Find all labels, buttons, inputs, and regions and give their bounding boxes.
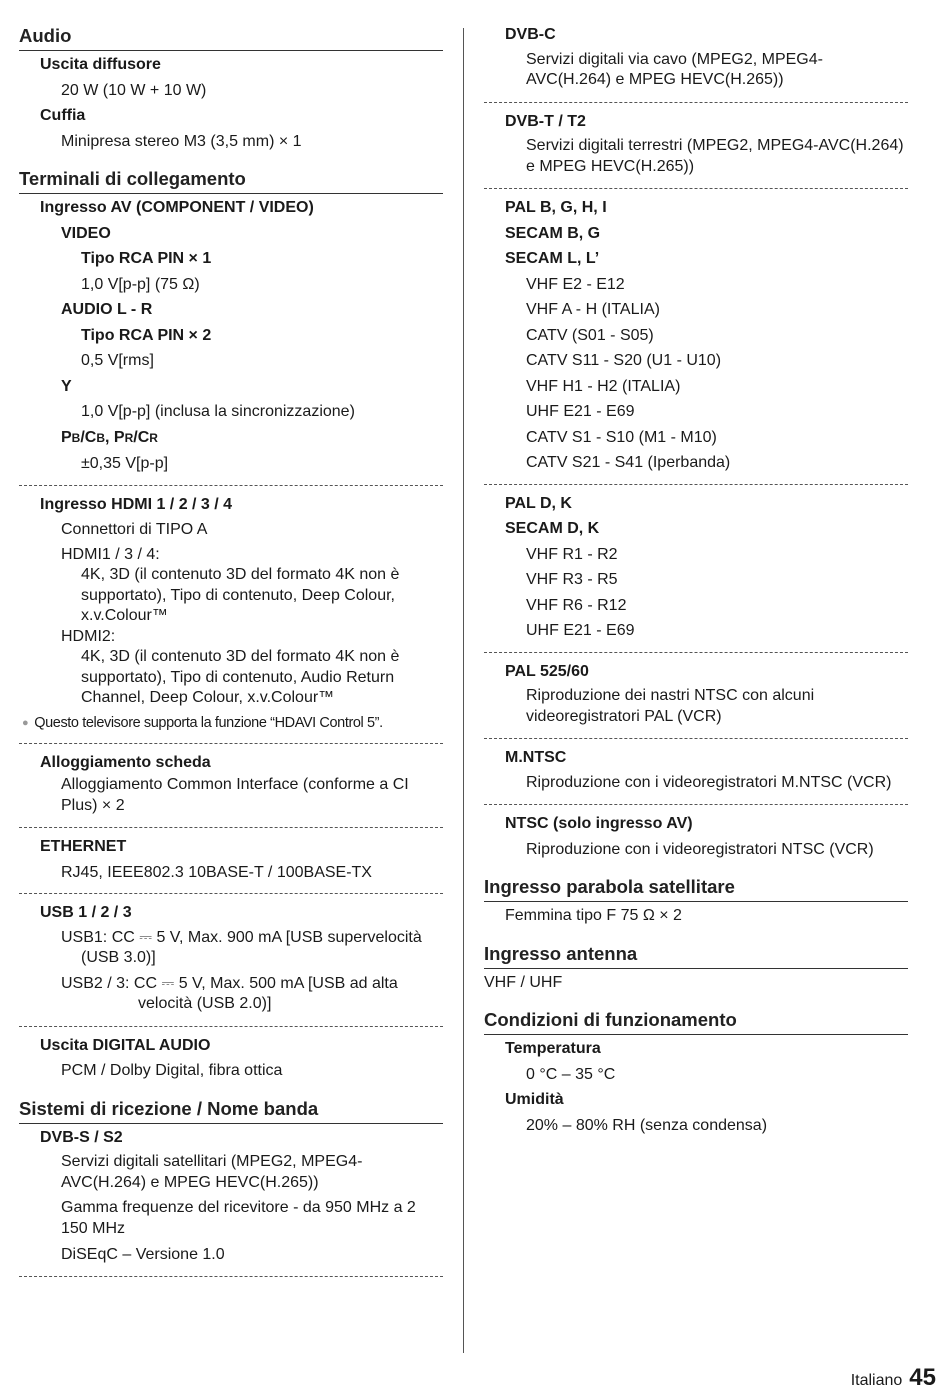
divider (484, 652, 908, 653)
pb-pr-value: ±0,35 V[p-p] (81, 455, 169, 472)
left-column (19, 22, 443, 1283)
dvbs-label: DVB-S / S2 (40, 1128, 123, 1146)
audio-lr-type: Tipo RCA PIN × 2 (81, 326, 212, 344)
band-item: VHF A - H (ITALIA) (526, 301, 660, 318)
speaker-label: Uscita diffusore (40, 56, 161, 73)
satellite-value: Femmina tipo F 75 Ω × 2 (505, 907, 682, 924)
band-item: CATV (S01 - S05) (526, 326, 654, 344)
hdmi-note: ● Questo televisore supporta la funzione “HDAVI Control 5”. (22, 714, 383, 731)
hdmi2-label: HDMI2: (61, 627, 116, 645)
page-number: 45 (909, 1364, 936, 1391)
divider (484, 484, 908, 485)
section-heading-antenna: Ingresso antenna (484, 940, 908, 969)
dvbs-range: Gamma frequenze del ricevitore - da 950 MHz a 2 150 MHz (61, 1199, 416, 1237)
card-value: Alloggiamento Common Interface (conforme a CI Plus) × 2 (61, 776, 409, 814)
band-item: VHF E2 - E12 (526, 275, 625, 293)
ntsc-value: Riproduzione con i videoregistratori NTSC (VCR) (526, 840, 874, 858)
digital-audio-value: PCM / Dolby Digital, fibra ottica (61, 1062, 283, 1079)
av-input-label: Ingresso AV (COMPONENT / VIDEO) (40, 199, 314, 216)
dvbt-label: DVB-T / T2 (505, 112, 586, 130)
hdmi134-label: HDMI1 / 3 / 4: (61, 545, 160, 563)
headphone-label: Cuffia (40, 107, 86, 124)
dvbc-label: DVB-C (505, 26, 556, 43)
footer-language: Italiano (850, 1372, 903, 1389)
section-heading-audio: Audio (19, 22, 443, 51)
secam-ll-label: SECAM L, L’ (505, 250, 600, 267)
hdmi134-value: 4K, 3D (il contenuto 3D del formato 4K non è supportato), Tipo di contenuto, Deep Colour, x.v.Colour™ (81, 566, 400, 624)
divider (19, 1026, 443, 1027)
divider (19, 485, 443, 486)
video-value: 1,0 V[p-p] (75 Ω) (81, 275, 200, 293)
band-item: UHF E21 - E69 (526, 622, 635, 639)
pb-pr-label: PB/CB, PR/CR (61, 428, 158, 446)
pal525-value: Riproduzione dei nastri NTSC con alcuni videoregistratori PAL (VCR) (526, 687, 815, 725)
section-heading-operating: Condizioni di funzionamento (484, 1006, 908, 1035)
band-item: VHF R6 - R12 (526, 596, 627, 614)
audio-lr-label: AUDIO L - R (61, 301, 153, 318)
bullet-icon: ● (22, 716, 29, 729)
divider (19, 893, 443, 894)
pal-bghi-label: PAL B, G, H, I (505, 199, 607, 216)
video-type: Tipo RCA PIN × 1 (81, 250, 212, 267)
ethernet-value: RJ45, IEEE802.3 10BASE-T / 100BASE-TX (61, 863, 372, 881)
temperature-value: 0 °C – 35 °C (526, 1065, 616, 1083)
divider (19, 827, 443, 828)
divider (19, 743, 443, 744)
ntsc-label: NTSC (solo ingresso AV) (505, 815, 693, 832)
mntsc-label: M.NTSC (505, 749, 567, 766)
usb-label: USB 1 / 2 / 3 (40, 904, 132, 921)
hdmi-label: Ingresso HDMI 1 / 2 / 3 / 4 (40, 495, 233, 513)
mntsc-value: Riproduzione con i videoregistratori M.NTSC (VCR) (526, 773, 892, 791)
column-divider (463, 28, 464, 1353)
right-column (484, 22, 908, 1138)
divider (484, 804, 908, 805)
dvbt-value: Servizi digitali terrestri (MPEG2, MPEG4-AVC(H.264) e MPEG HEVC(H.265)) (526, 137, 904, 175)
ethernet-label: ETHERNET (40, 838, 127, 855)
y-label: Y (61, 377, 72, 395)
hdmi-connector: Connettori di TIPO A (61, 521, 208, 538)
digital-audio-label: Uscita DIGITAL AUDIO (40, 1036, 211, 1054)
divider (484, 188, 908, 189)
humidity-label: Umidità (505, 1091, 564, 1108)
usb23-value: USB2 / 3: CC ⎓ 5 V, Max. 500 mA [USB ad alta velocità (USB 2.0)] (61, 974, 398, 1012)
headphone-value: Minipresa stereo M3 (3,5 mm) × 1 (61, 132, 302, 150)
band-item: CATV S21 - S41 (Iperbanda) (526, 454, 731, 471)
band-item: CATV S11 - S20 (U1 - U10) (526, 352, 722, 369)
speaker-value: 20 W (10 W + 10 W) (61, 81, 207, 99)
hdmi2-value: 4K, 3D (il contenuto 3D del formato 4K non è supportato), Tipo di contenuto, Audio Return Channel, Deep Colour, x.v.Colour™ (81, 648, 400, 706)
section-heading-terminals: Terminali di collegamento (19, 165, 443, 194)
divider (19, 1276, 443, 1277)
pal525-label: PAL 525/60 (505, 662, 589, 680)
video-label: VIDEO (61, 224, 111, 242)
band-item: VHF H1 - H2 (ITALIA) (526, 377, 681, 395)
section-heading-satellite: Ingresso parabola satellitare (484, 873, 908, 902)
band-item: CATV S1 - S10 (M1 - M10) (526, 428, 717, 446)
y-value: 1,0 V[p-p] (inclusa la sincronizzazione) (81, 403, 355, 420)
antenna-value: VHF / UHF (484, 973, 563, 991)
pal-dk-label: PAL D, K (505, 494, 572, 512)
dvbs-diseqc: DiSEqC – Versione 1.0 (61, 1246, 225, 1263)
divider (484, 738, 908, 739)
usb1-value: USB1: CC ⎓ 5 V, Max. 900 mA [USB supervelocità (USB 3.0)] (61, 928, 422, 966)
dvbs-value: Servizi digitali satellitari (MPEG2, MPEG4-AVC(H.264) e MPEG HEVC(H.265)) (61, 1153, 363, 1191)
secam-dk-label: SECAM D, K (505, 520, 600, 537)
page-footer (851, 1364, 936, 1392)
audio-lr-value: 0,5 V[rms] (81, 352, 154, 369)
humidity-value: 20% – 80% RH (senza condensa) (526, 1116, 768, 1134)
card-label: Alloggiamento scheda (40, 753, 211, 771)
divider (484, 102, 908, 103)
dvbc-value: Servizi digitali via cavo (MPEG2, MPEG4-AVC(H.264) e MPEG HEVC(H.265)) (526, 50, 823, 88)
band-item: UHF E21 - E69 (526, 403, 635, 420)
temperature-label: Temperatura (505, 1040, 601, 1057)
band-item: VHF R3 - R5 (526, 571, 618, 588)
band-item: VHF R1 - R2 (526, 545, 618, 563)
section-heading-systems: Sistemi di ricezione / Nome banda (19, 1095, 443, 1124)
secam-bg-label: SECAM B, G (505, 224, 601, 242)
